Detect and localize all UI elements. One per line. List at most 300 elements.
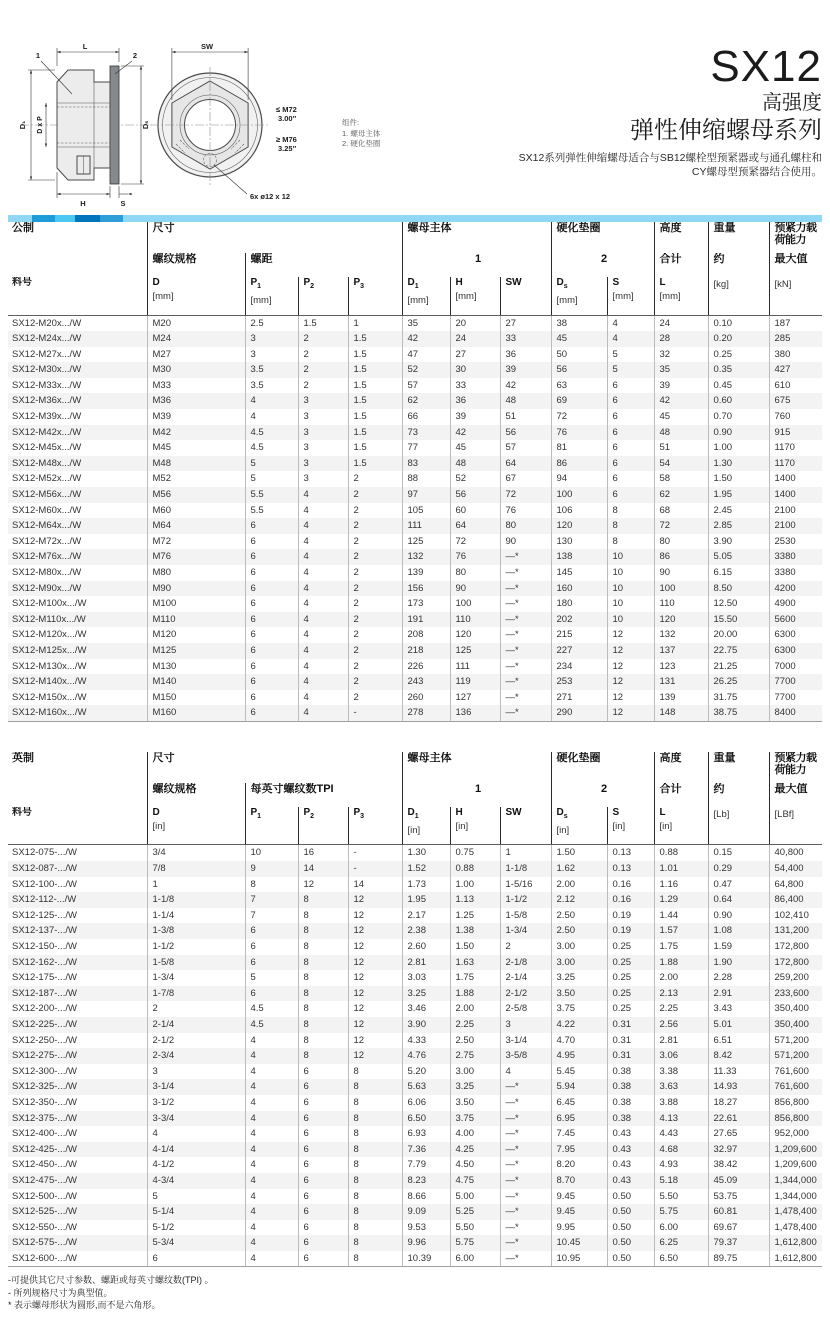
- table-cell: 8: [298, 986, 348, 1002]
- table-row: [8, 955, 822, 971]
- table-cell: 6: [607, 471, 654, 487]
- table-cell: 227: [551, 643, 607, 659]
- table-cell: 1.13: [450, 892, 500, 908]
- table-cell: 2.50: [551, 923, 607, 939]
- table-cell: 4.5: [245, 1017, 298, 1033]
- table-cell: —*: [500, 643, 551, 659]
- table-cell: 6: [245, 939, 298, 955]
- table-cell: 56: [450, 487, 500, 503]
- table-cell: 6: [298, 1173, 348, 1189]
- column-header: 螺纹规格: [147, 253, 245, 277]
- table-cell: 202: [551, 612, 607, 628]
- table-cell: 1.5: [348, 378, 402, 394]
- table-cell: 5.45: [551, 1064, 607, 1080]
- table-cell: 1.01: [654, 861, 708, 877]
- table-cell: 72: [551, 409, 607, 425]
- table-cell: 8: [348, 1111, 402, 1127]
- column-header: 合计: [654, 253, 708, 277]
- table-cell: 12: [348, 955, 402, 971]
- column-header: 螺纹规格: [147, 783, 245, 807]
- table-row: [8, 970, 822, 986]
- dim-label-l: L: [82, 42, 88, 51]
- table-cell: 3-1/4: [147, 1079, 245, 1095]
- table-cell: 2.00: [654, 970, 708, 986]
- column-header: 硬化垫圈: [551, 752, 654, 783]
- table-cell: 12: [348, 908, 402, 924]
- dim-label-sw: SW: [200, 42, 214, 51]
- table-cell: 1.5: [348, 409, 402, 425]
- table-cell: 3.75: [450, 1111, 500, 1127]
- table-cell: 4.70: [551, 1033, 607, 1049]
- table-cell: —*: [500, 565, 551, 581]
- table-cell: 1.95: [402, 892, 450, 908]
- table-cell: 2: [348, 581, 402, 597]
- table-cell: 3.03: [402, 970, 450, 986]
- table-cell: 10: [607, 549, 654, 565]
- table-cell: SX12-087-.../W: [12, 863, 77, 875]
- table-cell: 2: [348, 534, 402, 550]
- table-cell: 2-5/8: [500, 1001, 551, 1017]
- table-cell: 0.16: [607, 892, 654, 908]
- column-header: 合计: [654, 783, 708, 807]
- table-cell: 1-7/8: [147, 986, 245, 1002]
- column-header: 螺母主体: [402, 222, 551, 253]
- table-cell: 1.5: [298, 315, 348, 331]
- table-cell: 4.68: [654, 1142, 708, 1158]
- table-cell: 22.75: [708, 643, 769, 659]
- table-cell: 260: [402, 690, 450, 706]
- table-cell: 856,800: [769, 1095, 822, 1111]
- table-cell: 9.45: [551, 1189, 607, 1205]
- table-cell: 106: [551, 503, 607, 519]
- table-row: [8, 393, 822, 409]
- table-cell: SX12-375-.../W: [12, 1112, 77, 1124]
- table-cell: 6: [245, 923, 298, 939]
- table-cell: 63: [551, 378, 607, 394]
- table-cell: 3.25: [450, 1079, 500, 1095]
- table-cell: 6: [298, 1157, 348, 1173]
- table-cell: 1,209,600: [769, 1157, 822, 1173]
- table-row: [8, 1095, 822, 1111]
- table-cell: 6: [245, 674, 298, 690]
- table-cell: —*: [500, 612, 551, 628]
- column-header: 重量: [708, 752, 769, 783]
- column-header: D [mm]: [147, 277, 245, 315]
- table-row: [8, 1173, 822, 1189]
- table-cell: 39: [654, 378, 708, 394]
- table-cell: SX12-M20x.../W: [12, 317, 82, 329]
- column-header: 1: [402, 253, 551, 277]
- table-cell: 72: [500, 487, 551, 503]
- table-cell: 0.90: [708, 908, 769, 924]
- table-cell: 80: [500, 518, 551, 534]
- table-cell: 1.30: [402, 845, 450, 861]
- table-cell: 160: [551, 581, 607, 597]
- table-cell: 2: [348, 643, 402, 659]
- table-cell: 0.64: [708, 892, 769, 908]
- table-row: [8, 1142, 822, 1158]
- table-cell: 86,400: [769, 892, 822, 908]
- table-cell: —*: [500, 581, 551, 597]
- table-row: [8, 845, 822, 861]
- table-cell: SX12-525-.../W: [12, 1206, 77, 1218]
- table-cell: 42: [654, 393, 708, 409]
- footnote: -可提供其它尺寸参数、螺距或每英寸螺纹数(TPI) 。: [8, 1275, 214, 1286]
- table-row: [8, 471, 822, 487]
- table-cell: M120: [147, 627, 245, 643]
- table-row: [8, 892, 822, 908]
- table-cell: 4: [298, 534, 348, 550]
- table-cell: 64,800: [769, 877, 822, 893]
- table-row: [8, 1126, 822, 1142]
- table-cell: 1.5: [348, 331, 402, 347]
- table-cell: 45: [551, 331, 607, 347]
- table-cell: 3.50: [551, 986, 607, 1002]
- imperial-table-body: [8, 845, 822, 1267]
- table-cell: SX12-450-.../W: [12, 1159, 77, 1171]
- table-cell: 8.23: [402, 1173, 450, 1189]
- table-cell: 12: [607, 705, 654, 721]
- table-cell: 856,800: [769, 1111, 822, 1127]
- table-cell: 3: [500, 1017, 551, 1033]
- column-header: 公制: [12, 222, 34, 234]
- holes-label: 6x ø12 x 12: [250, 192, 291, 201]
- table-cell: 12: [348, 1017, 402, 1033]
- table-cell: 48: [500, 393, 551, 409]
- table-cell: 2: [298, 362, 348, 378]
- table-cell: 38: [551, 315, 607, 331]
- table-cell: 2: [298, 331, 348, 347]
- column-header: 料号: [8, 807, 147, 845]
- table-cell: 90: [450, 581, 500, 597]
- table-cell: 8: [348, 1251, 402, 1267]
- table-cell: 0.25: [607, 955, 654, 971]
- table-cell: —*: [500, 627, 551, 643]
- table-cell: 64: [450, 518, 500, 534]
- table-cell: 172,800: [769, 939, 822, 955]
- table-row: [8, 986, 822, 1002]
- table-cell: 139: [402, 565, 450, 581]
- table-row: [8, 705, 822, 721]
- table-cell: 57: [402, 378, 450, 394]
- table-cell: 120: [654, 612, 708, 628]
- table-row: [8, 409, 822, 425]
- column-header: 2: [551, 783, 654, 807]
- table-cell: 4.5: [245, 440, 298, 456]
- table-cell: 4: [298, 690, 348, 706]
- table-cell: SX12-M80x.../W: [12, 567, 82, 578]
- table-cell: SX12-187-.../W: [12, 987, 77, 999]
- table-cell: SX12-550-.../W: [12, 1221, 77, 1233]
- table-cell: 1-1/4: [147, 908, 245, 924]
- table-cell: SX12-M120x.../W: [12, 629, 87, 641]
- table-cell: SX12-M45x.../W: [12, 442, 82, 454]
- table-cell: 2.25: [654, 1001, 708, 1017]
- table-cell: 1,612,800: [769, 1235, 822, 1251]
- table-cell: 4: [298, 643, 348, 659]
- table-cell: 1.5: [348, 425, 402, 441]
- table-cell: 2.56: [654, 1017, 708, 1033]
- table-cell: 253: [551, 674, 607, 690]
- table-cell: 111: [450, 659, 500, 675]
- table-cell: 4: [245, 1095, 298, 1111]
- table-cell: 20.00: [708, 627, 769, 643]
- table-cell: 2.85: [708, 518, 769, 534]
- table-cell: 6.51: [708, 1033, 769, 1049]
- dim-label-s: S: [120, 199, 126, 208]
- table-cell: 4: [245, 1048, 298, 1064]
- table-cell: 6.00: [450, 1251, 500, 1267]
- table-cell: 427: [769, 362, 822, 378]
- table-cell: 5: [607, 362, 654, 378]
- table-cell: 6: [607, 409, 654, 425]
- table-cell: 100: [551, 487, 607, 503]
- table-cell: 89.75: [708, 1251, 769, 1267]
- table-cell: 2.60: [402, 939, 450, 955]
- table-cell: 8: [298, 892, 348, 908]
- table-cell: 5.50: [450, 1220, 500, 1236]
- table-cell: 1.57: [654, 923, 708, 939]
- table-cell: M52: [147, 471, 245, 487]
- table-cell: 4.95: [551, 1048, 607, 1064]
- table-cell: 380: [769, 347, 822, 363]
- column-header: 料号: [8, 277, 147, 315]
- table-cell: 4: [245, 1033, 298, 1049]
- table-cell: SX12-M52x.../W: [12, 473, 82, 485]
- table-cell: 4: [298, 627, 348, 643]
- table-cell: 12: [348, 939, 402, 955]
- table-cell: 2: [298, 378, 348, 394]
- table-cell: 132: [654, 627, 708, 643]
- table-cell: 4: [245, 1157, 298, 1173]
- table-cell: SX12-112-.../W: [12, 894, 77, 906]
- table-cell: 7: [245, 908, 298, 924]
- subtitle-series-name: 弹性伸缩螺母系列: [630, 117, 822, 144]
- table-cell: 8: [298, 970, 348, 986]
- table-cell: 4.5: [245, 425, 298, 441]
- footnote: * 表示螺母形状为圆形,而不是六角形。: [8, 1300, 161, 1311]
- table-cell: 3.38: [654, 1064, 708, 1080]
- table-cell: 1.90: [708, 955, 769, 971]
- table-cell: 88: [402, 471, 450, 487]
- table-cell: 1.5: [348, 362, 402, 378]
- table-cell: SX12-M48x.../W: [12, 457, 82, 469]
- table-cell: SX12-075-.../W: [12, 847, 77, 859]
- header-row: [8, 277, 822, 315]
- table-cell: 0.90: [708, 425, 769, 441]
- table-cell: 6: [245, 627, 298, 643]
- table-cell: 6: [298, 1235, 348, 1251]
- accent-bar-segment: [123, 215, 822, 222]
- table-cell: 6: [607, 440, 654, 456]
- table-cell: 0.29: [708, 861, 769, 877]
- table-row: [8, 1189, 822, 1205]
- table-cell: 10.39: [402, 1251, 450, 1267]
- table-cell: 3-1/4: [500, 1033, 551, 1049]
- table-cell: 1.62: [551, 861, 607, 877]
- table-cell: 105: [402, 503, 450, 519]
- table-cell: 12: [348, 1033, 402, 1049]
- column-header: SW: [500, 277, 551, 315]
- table-cell: 2100: [769, 518, 822, 534]
- description-line-2: CY螺母型预紧器结合使用。: [691, 165, 822, 178]
- table-cell: 0.47: [708, 877, 769, 893]
- table-cell: 14: [298, 861, 348, 877]
- table-cell: SX12-175-.../W: [12, 972, 77, 984]
- table-cell: —*: [500, 596, 551, 612]
- table-cell: 2: [348, 565, 402, 581]
- table-cell: 6: [245, 705, 298, 721]
- table-cell: 5.50: [654, 1189, 708, 1205]
- metric-table-header: [8, 222, 822, 315]
- table-cell: 1: [147, 877, 245, 893]
- table-cell: 28: [654, 331, 708, 347]
- table-cell: 1-3/4: [500, 923, 551, 939]
- accent-bar-segment: [75, 215, 100, 222]
- table-cell: 1.5: [348, 347, 402, 363]
- table-cell: 6300: [769, 627, 822, 643]
- table-cell: 191: [402, 612, 450, 628]
- table-cell: 0.31: [607, 1048, 654, 1064]
- column-header: 1: [402, 783, 551, 807]
- column-header: [kg]: [708, 277, 769, 315]
- table-cell: 571,200: [769, 1033, 822, 1049]
- table-cell: 4: [298, 596, 348, 612]
- table-cell: SX12-150-.../W: [12, 941, 77, 952]
- table-cell: 4.25: [450, 1142, 500, 1158]
- table-cell: 6: [607, 378, 654, 394]
- table-cell: SX12-162-.../W: [12, 956, 77, 968]
- table-cell: SX12-M60x.../W: [12, 504, 82, 516]
- table-cell: 761,600: [769, 1064, 822, 1080]
- table-row: [8, 939, 822, 955]
- table-cell: 4.76: [402, 1048, 450, 1064]
- table-cell: SX12-M27x.../W: [12, 348, 82, 360]
- table-cell: 4: [245, 1064, 298, 1080]
- table-cell: 2-1/2: [500, 986, 551, 1002]
- table-cell: 2.17: [402, 908, 450, 924]
- table-cell: 0.31: [607, 1033, 654, 1049]
- table-cell: 8: [348, 1142, 402, 1158]
- table-cell: 4: [245, 1204, 298, 1220]
- table-cell: 33: [450, 378, 500, 394]
- table-cell: 4-3/4: [147, 1173, 245, 1189]
- table-cell: 8.42: [708, 1048, 769, 1064]
- table-cell: 5.00: [450, 1189, 500, 1205]
- table-cell: SX12-350-.../W: [12, 1096, 77, 1108]
- table-row: [8, 487, 822, 503]
- table-cell: 4: [245, 1251, 298, 1267]
- table-cell: —*: [500, 1189, 551, 1205]
- column-header: 高度: [654, 752, 708, 783]
- table-row: [8, 627, 822, 643]
- table-cell: 6: [607, 425, 654, 441]
- table-cell: 0.45: [708, 378, 769, 394]
- table-cell: —*: [500, 690, 551, 706]
- table-cell: 6: [298, 1189, 348, 1205]
- table-cell: 3.88: [654, 1095, 708, 1111]
- accent-bar-segment: [8, 215, 32, 222]
- table-cell: 4: [245, 409, 298, 425]
- table-row: [8, 518, 822, 534]
- table-cell: 5: [607, 347, 654, 363]
- table-cell: 26.25: [708, 674, 769, 690]
- table-cell: 42: [402, 331, 450, 347]
- table-cell: M33: [147, 378, 245, 394]
- table-cell: 6.00: [654, 1220, 708, 1236]
- table-cell: 8: [245, 877, 298, 893]
- table-cell: 4: [298, 565, 348, 581]
- table-cell: SX12-500-.../W: [12, 1190, 77, 1202]
- table-cell: 6.95: [551, 1111, 607, 1127]
- table-row: [8, 1064, 822, 1080]
- table-cell: 1-5/8: [147, 955, 245, 971]
- accent-bar-segment: [100, 215, 123, 222]
- table-cell: SX12-M140x.../W: [12, 676, 87, 688]
- table-cell: 4: [607, 315, 654, 331]
- table-cell: 2.45: [708, 503, 769, 519]
- table-cell: 0.38: [607, 1111, 654, 1127]
- table-cell: 0.50: [607, 1204, 654, 1220]
- table-cell: 12: [607, 690, 654, 706]
- table-cell: 3.90: [708, 534, 769, 550]
- table-cell: 4: [245, 1220, 298, 1236]
- table-cell: 6: [298, 1204, 348, 1220]
- table-row: [8, 440, 822, 456]
- table-cell: SX12-M72x.../W: [12, 535, 82, 547]
- column-header: D [in]: [147, 807, 245, 845]
- table-cell: 208: [402, 627, 450, 643]
- table-cell: 1.73: [402, 877, 450, 893]
- table-cell: 5: [147, 1189, 245, 1205]
- table-cell: 3: [245, 347, 298, 363]
- table-cell: 173: [402, 596, 450, 612]
- table-cell: 6: [245, 612, 298, 628]
- table-cell: 3: [298, 425, 348, 441]
- column-header: [LBf]: [769, 807, 822, 845]
- table-cell: 14.93: [708, 1079, 769, 1095]
- table-row: [8, 1079, 822, 1095]
- table-cell: 1.00: [708, 440, 769, 456]
- table-cell: 0.43: [607, 1173, 654, 1189]
- table-cell: 148: [654, 705, 708, 721]
- table-cell: 2.81: [654, 1033, 708, 1049]
- table-cell: 915: [769, 425, 822, 441]
- table-cell: 36: [500, 347, 551, 363]
- table-cell: SX12-475-.../W: [12, 1174, 77, 1186]
- table-cell: 0.43: [607, 1157, 654, 1173]
- table-cell: 40,800: [769, 845, 822, 861]
- table-cell: 3: [298, 393, 348, 409]
- thread-le-label: ≤ M72: [276, 105, 297, 114]
- table-cell: —*: [500, 1204, 551, 1220]
- table-cell: 1.52: [402, 861, 450, 877]
- table-cell: 12: [348, 1001, 402, 1017]
- table-cell: 6.06: [402, 1095, 450, 1111]
- table-cell: 1.75: [450, 970, 500, 986]
- table-cell: 2: [348, 659, 402, 675]
- table-row: [8, 565, 822, 581]
- column-header: H [in]: [450, 807, 500, 845]
- table-cell: 7/8: [147, 861, 245, 877]
- table-cell: 15.50: [708, 612, 769, 628]
- table-cell: 3380: [769, 565, 822, 581]
- column-header: 预紧力载荷能力: [769, 222, 822, 253]
- table-cell: 12: [607, 659, 654, 675]
- table-cell: 9.45: [551, 1204, 607, 1220]
- table-cell: 62: [654, 487, 708, 503]
- table-cell: SX12-137-.../W: [12, 925, 77, 937]
